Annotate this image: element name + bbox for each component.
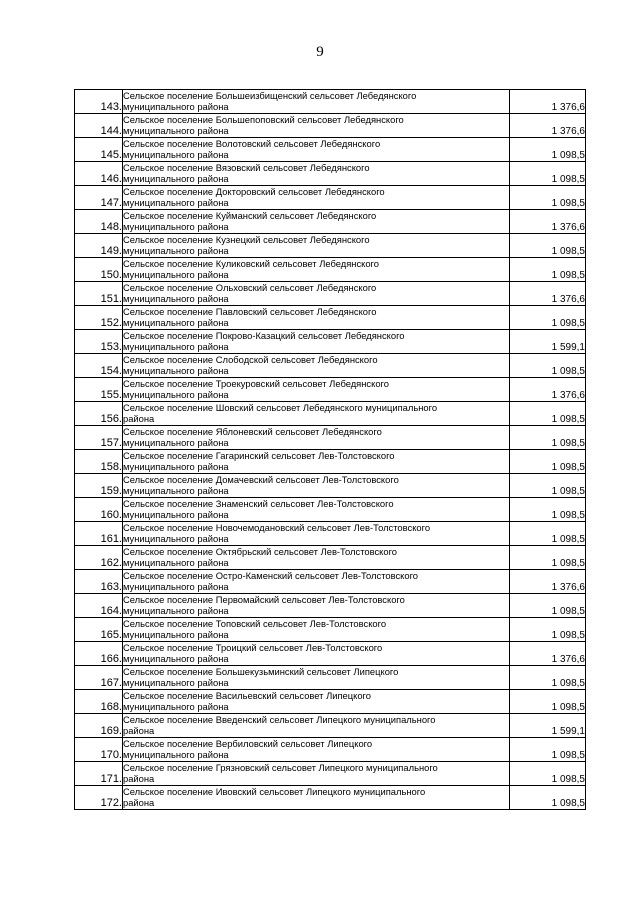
settlement-name: [123, 786, 510, 810]
settlement-name-line-1: Сельское поселение Ольховский сельсовет Лебедянского: [123, 282, 377, 293]
settlement-name-line-1: Сельское поселение Васильевский сельсовет Липецкого: [123, 690, 371, 701]
row-number: 149.: [75, 234, 123, 258]
table-row: [75, 162, 586, 186]
settlement-name-line-1: Сельское поселение Вязовский сельсовет Лебедянского: [123, 162, 370, 173]
settlement-name: [123, 642, 510, 666]
settlement-name-line-1: Сельское поселение Яблоневский сельсовет Лебедянского: [123, 426, 382, 437]
settlement-name: [123, 114, 510, 138]
settlement-name-line-2: муниципального района: [123, 389, 229, 400]
row-number: 145.: [75, 138, 123, 162]
settlement-name-line-2: муниципального района: [123, 533, 229, 544]
amount-value: 1 098,5: [510, 618, 586, 642]
settlement-name-line-1: Сельское поселение Волотовский сельсовет Лебедянского: [123, 138, 381, 149]
settlement-name-line-2: муниципального района: [123, 581, 229, 592]
settlement-name: [123, 522, 510, 546]
settlement-name: [123, 330, 510, 354]
table-row: [75, 282, 586, 306]
settlement-name-line-2: муниципального района: [123, 365, 229, 376]
settlement-name: [123, 282, 510, 306]
row-number: 170.: [75, 738, 123, 762]
table-row: [75, 378, 586, 402]
settlement-name-line-2: муниципального района: [123, 629, 229, 640]
settlement-name-line-1: Сельское поселение Октябрьский сельсовет Лев-Толстовского: [123, 546, 398, 557]
settlement-name: [123, 762, 510, 786]
settlement-name: [123, 498, 510, 522]
settlement-name-line-1: Сельское поселение Гагаринский сельсовет Лев-Толстовского: [123, 450, 395, 461]
settlement-name-line-1: Сельское поселение Шовский сельсовет Лебедянского муниципального: [123, 402, 438, 413]
row-number: 162.: [75, 546, 123, 570]
settlement-name-line-1: Сельское поселение Троицкий сельсовет Лев-Толстовского: [123, 642, 383, 653]
settlement-name-line-2: муниципального района: [123, 677, 229, 688]
row-number: 154.: [75, 354, 123, 378]
settlement-name-line-2: района: [123, 773, 155, 784]
table-row: [75, 306, 586, 330]
amount-value: 1 098,5: [510, 594, 586, 618]
settlement-name: [123, 210, 510, 234]
settlement-name-line-1: Сельское поселение Остро-Каменский сельсовет Лев-Толстовского: [123, 570, 419, 581]
row-number: 157.: [75, 426, 123, 450]
table-row: [75, 786, 586, 810]
settlement-name: [123, 450, 510, 474]
settlement-name: [123, 402, 510, 426]
page-number: 9: [316, 44, 324, 60]
settlement-name-line-2: муниципального района: [123, 509, 229, 520]
row-number: 167.: [75, 666, 123, 690]
settlement-name-line-1: Сельское поселение Первомайский сельсовет Лев-Толстовского: [123, 594, 405, 605]
row-number: 146.: [75, 162, 123, 186]
amount-value: 1 098,5: [510, 402, 586, 426]
table-row: [75, 474, 586, 498]
table-row: [75, 690, 586, 714]
settlement-name-line-1: Сельское поселение Топовский сельсовет Лев-Толстовского: [123, 618, 387, 629]
amount-value: 1 098,5: [510, 546, 586, 570]
amount-value: 1 098,5: [510, 258, 586, 282]
settlement-name: [123, 666, 510, 690]
table-row: [75, 498, 586, 522]
settlement-name-line-1: Сельское поселение Куликовский сельсовет Лебедянского: [123, 258, 379, 269]
amount-value: 1 098,5: [510, 354, 586, 378]
row-number: 172.: [75, 786, 123, 810]
row-number: 158.: [75, 450, 123, 474]
settlement-name: [123, 474, 510, 498]
table-row: [75, 522, 586, 546]
table-row: [75, 666, 586, 690]
settlement-name-line-2: муниципального района: [123, 245, 229, 256]
row-number: 163.: [75, 570, 123, 594]
row-number: 148.: [75, 210, 123, 234]
row-number: 150.: [75, 258, 123, 282]
amount-value: 1 098,5: [510, 306, 586, 330]
settlement-name-line-2: муниципального района: [123, 269, 229, 280]
settlement-name-line-1: Сельское поселение Грязновский сельсовет Липецкого муниципального: [123, 762, 438, 773]
table-row: [75, 618, 586, 642]
settlement-name: [123, 426, 510, 450]
row-number: 159.: [75, 474, 123, 498]
settlement-name-line-1: Сельское поселение Ивовский сельсовет Липецкого муниципального: [123, 786, 426, 797]
settlement-name-line-1: Сельское поселение Знаменский сельсовет Лев-Толстовского: [123, 498, 394, 509]
row-number: 156.: [75, 402, 123, 426]
settlement-name-line-1: Сельское поселение Куйманский сельсовет Лебедянского: [123, 210, 377, 221]
row-number: 153.: [75, 330, 123, 354]
amount-value: 1 376,6: [510, 642, 586, 666]
table-row: [75, 234, 586, 258]
row-number: 164.: [75, 594, 123, 618]
settlement-name: [123, 258, 510, 282]
table-row: [75, 354, 586, 378]
table-row: [75, 90, 586, 114]
amount-value: 1 098,5: [510, 738, 586, 762]
row-number: 152.: [75, 306, 123, 330]
row-number: 166.: [75, 642, 123, 666]
settlement-name-line-2: муниципального района: [123, 437, 229, 448]
settlement-name: [123, 354, 510, 378]
table-row: [75, 594, 586, 618]
settlement-name: [123, 306, 510, 330]
table-row: [75, 738, 586, 762]
settlement-name: [123, 546, 510, 570]
settlement-name: [123, 90, 510, 114]
settlement-name-line-2: муниципального района: [123, 341, 229, 352]
amount-value: 1 098,5: [510, 786, 586, 810]
table-row: [75, 210, 586, 234]
settlement-name: [123, 690, 510, 714]
settlement-name-line-2: муниципального района: [123, 173, 229, 184]
amount-value: 1 098,5: [510, 234, 586, 258]
amount-value: 1 098,5: [510, 450, 586, 474]
settlement-name-line-1: Сельское поселение Кузнецкий сельсовет Лебедянского: [123, 234, 370, 245]
settlement-name-line-2: муниципального района: [123, 653, 229, 664]
row-number: 160.: [75, 498, 123, 522]
amount-value: 1 098,5: [510, 186, 586, 210]
table-row: [75, 546, 586, 570]
table-body: [75, 90, 586, 810]
amount-value: 1 098,5: [510, 138, 586, 162]
table-row: [75, 138, 586, 162]
settlement-name: [123, 234, 510, 258]
settlement-name-line-2: муниципального района: [123, 701, 229, 712]
settlement-name-line-1: Сельское поселение Павловский сельсовет Лебедянского: [123, 306, 377, 317]
amount-value: 1 098,5: [510, 690, 586, 714]
settlement-name: [123, 138, 510, 162]
amount-value: 1 376,6: [510, 210, 586, 234]
settlement-name: [123, 618, 510, 642]
settlement-name-line-1: Сельское поселение Домачевский сельсовет Лев-Толстовского: [123, 474, 399, 485]
row-number: 147.: [75, 186, 123, 210]
settlement-name-line-2: муниципального района: [123, 197, 229, 208]
table-row: [75, 258, 586, 282]
settlement-table: [74, 89, 586, 810]
amount-value: 1 098,5: [510, 426, 586, 450]
settlement-name-line-2: муниципального района: [123, 557, 229, 568]
row-number: 169.: [75, 714, 123, 738]
row-number: 151.: [75, 282, 123, 306]
row-number: 144.: [75, 114, 123, 138]
settlement-name-line-2: муниципального района: [123, 485, 229, 496]
table-row: [75, 330, 586, 354]
amount-value: 1 376,6: [510, 114, 586, 138]
settlement-name-line-1: Сельское поселение Большепоповский сельсовет Лебедянского: [123, 114, 404, 125]
settlement-name-line-2: муниципального района: [123, 101, 229, 112]
table-row: [75, 762, 586, 786]
settlement-name-line-2: района: [123, 413, 155, 424]
settlement-name-line-2: муниципального района: [123, 125, 229, 136]
amount-value: 1 376,6: [510, 570, 586, 594]
table-row: [75, 186, 586, 210]
settlement-name-line-2: района: [123, 725, 155, 736]
table-row: [75, 402, 586, 426]
settlement-name-line-1: Сельское поселение Большеизбищенский сельсовет Лебедянского: [123, 90, 417, 101]
settlement-name: [123, 570, 510, 594]
settlement-name-line-1: Сельское поселение Введенский сельсовет Липецкого муниципального: [123, 714, 436, 725]
row-number: 165.: [75, 618, 123, 642]
settlement-name: [123, 738, 510, 762]
settlement-name-line-2: муниципального района: [123, 221, 229, 232]
settlement-name-line-1: Сельское поселение Вербиловский сельсовет Липецкого: [123, 738, 373, 749]
table-row: [75, 426, 586, 450]
row-number: 155.: [75, 378, 123, 402]
table-row: [75, 570, 586, 594]
table-row: [75, 714, 586, 738]
settlement-name: [123, 162, 510, 186]
settlement-name-line-2: муниципального района: [123, 317, 229, 328]
amount-value: 1 376,6: [510, 90, 586, 114]
amount-value: 1 098,5: [510, 522, 586, 546]
row-number: 171.: [75, 762, 123, 786]
amount-value: 1 098,5: [510, 474, 586, 498]
settlement-name-line-1: Сельское поселение Большекузьминский сельсовет Липецкого: [123, 666, 399, 677]
table-row: [75, 450, 586, 474]
settlement-name-line-2: муниципального района: [123, 605, 229, 616]
settlement-name: [123, 186, 510, 210]
table-row: [75, 642, 586, 666]
row-number: 161.: [75, 522, 123, 546]
row-number: 143.: [75, 90, 123, 114]
amount-value: 1 098,5: [510, 498, 586, 522]
amount-value: 1 098,5: [510, 162, 586, 186]
row-number: 168.: [75, 690, 123, 714]
settlement-name-line-1: Сельское поселение Троекуровский сельсовет Лебедянского: [123, 378, 389, 389]
settlement-name: [123, 378, 510, 402]
settlement-name-line-1: Сельское поселение Новочемодановский сельсовет Лев-Толстовского: [123, 522, 431, 533]
settlement-name-line-2: района: [123, 797, 155, 808]
settlement-name-line-1: Сельское поселение Докторовский сельсовет Лебедянского: [123, 186, 385, 197]
settlement-name-line-2: муниципального района: [123, 293, 229, 304]
settlement-name: [123, 714, 510, 738]
settlement-name-line-2: муниципального района: [123, 749, 229, 760]
table-row: [75, 114, 586, 138]
amount-value: 1 098,5: [510, 762, 586, 786]
amount-value: 1 599,1: [510, 330, 586, 354]
settlement-name-line-1: Сельское поселение Покрово-Казацкий сельсовет Лебедянского: [123, 330, 405, 341]
amount-value: 1 599,1: [510, 714, 586, 738]
settlement-name-line-2: муниципального района: [123, 461, 229, 472]
amount-value: 1 376,6: [510, 378, 586, 402]
amount-value: 1 098,5: [510, 666, 586, 690]
amount-value: 1 376,6: [510, 282, 586, 306]
settlement-name-line-2: муниципального района: [123, 149, 229, 160]
settlement-name-line-1: Сельское поселение Слободской сельсовет Лебедянского: [123, 354, 378, 365]
settlement-name: [123, 594, 510, 618]
